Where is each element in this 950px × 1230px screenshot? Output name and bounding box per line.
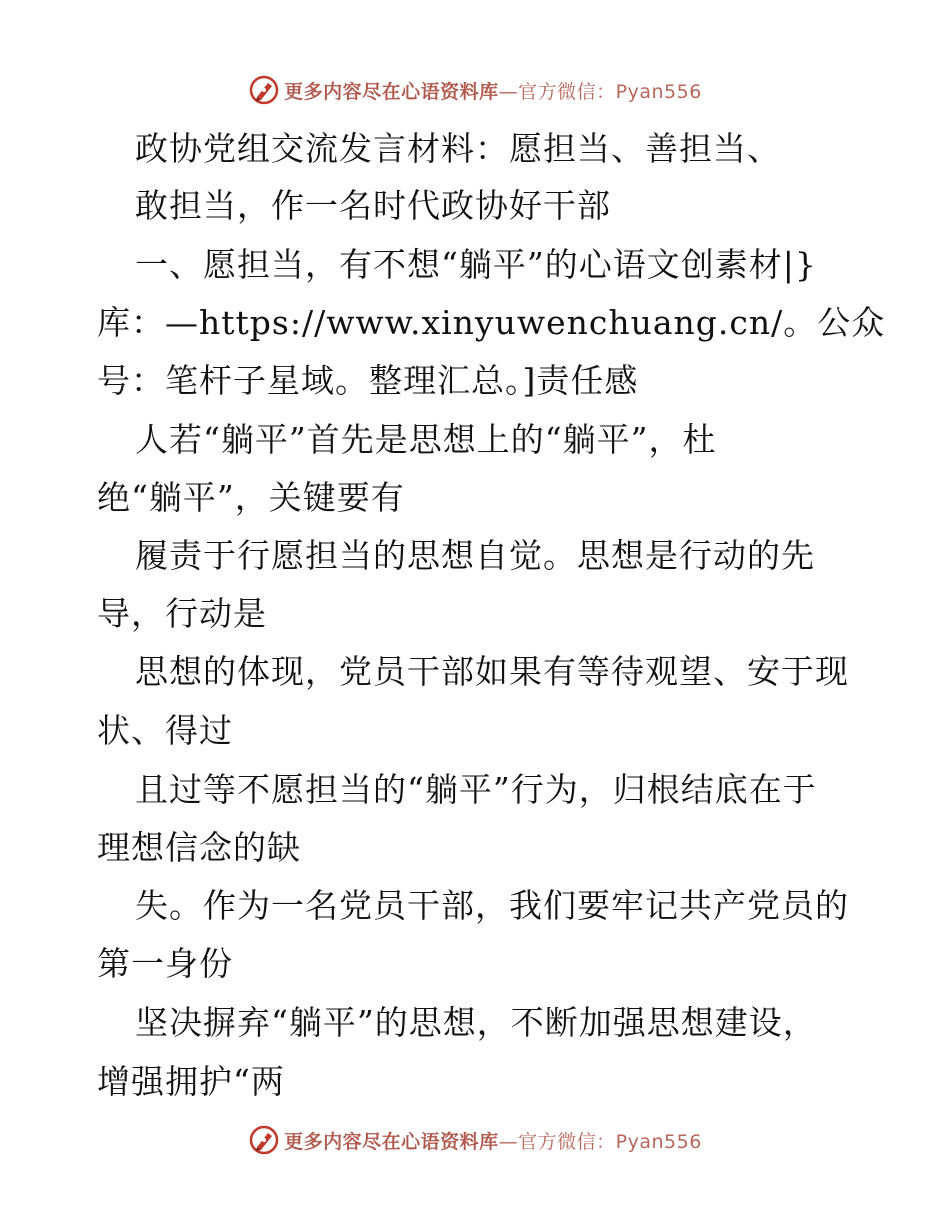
paragraph-line: 履责于行愿担当的思想自觉。思想是行动的先: [135, 536, 815, 575]
banner-text: [284, 1127, 702, 1154]
pen-circle-logo-icon: [248, 74, 280, 106]
paragraph-line: 库：—https://www.xinyuwenchuang.cn/。公众: [97, 303, 886, 342]
paragraph-line: 坚决摒弃“躺平”的思想，不断加强思想建设，: [135, 1003, 817, 1042]
paragraph-line: 增强拥护“两: [97, 1062, 285, 1101]
wechat-id: 官方微信：Pyan556: [518, 1130, 702, 1153]
pen-circle-logo-icon: [248, 1124, 280, 1156]
footer-banner: [0, 1120, 950, 1160]
site-name: 更多内容尽在心语资料库: [284, 1130, 499, 1153]
paragraph-line: 且过等不愿担当的“躺平”行为，归根结底在于: [135, 770, 817, 809]
paragraph-line: 人若“躺平”首先是思想上的“躺平”，杜: [135, 420, 717, 459]
paragraph-line: 一、愿担当，有不想“躺平”的心语文创素材|}: [135, 245, 817, 284]
banner-separator: —: [498, 1130, 519, 1153]
header-banner: [0, 70, 950, 110]
paragraph-line: 思想的体现，党员干部如果有等待观望、安于现: [135, 652, 849, 691]
doc-title-line-2: 敢担当，作一名时代政协好干部: [135, 186, 611, 225]
paragraph-line: 失。作为一名党员干部，我们要牢记共产党员的: [135, 886, 849, 925]
paragraph-line: 号：笔杆子星域。整理汇总。]责任感: [97, 361, 639, 400]
paragraph-line: 状、得过: [97, 711, 233, 750]
doc-title-line-1: 政协党组交流发言材料：愿担当、善担当、: [135, 129, 781, 168]
paragraph-line: 绝“躺平”，关键要有: [97, 478, 405, 517]
site-name: 更多内容尽在心语资料库: [284, 80, 499, 103]
paragraph-line: 理想信念的缺: [97, 828, 301, 867]
paragraph-line: 第一身份: [97, 944, 233, 983]
banner-separator: —: [498, 80, 519, 103]
banner-text: [284, 77, 702, 104]
wechat-id: 官方微信：Pyan556: [518, 80, 702, 103]
paragraph-line: 导，行动是: [97, 594, 267, 633]
